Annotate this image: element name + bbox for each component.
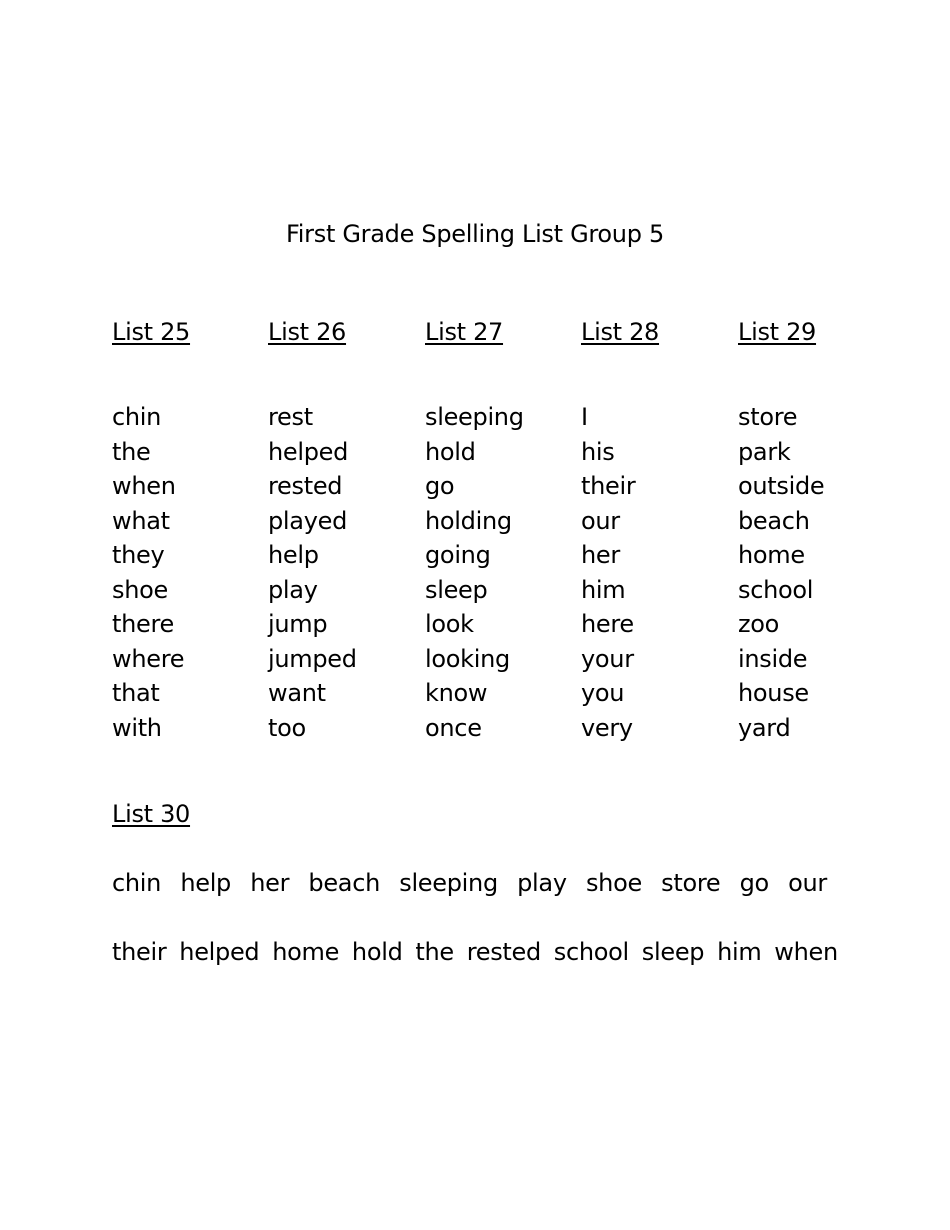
spelling-word: their xyxy=(581,472,636,500)
word-list xyxy=(112,400,262,745)
spelling-word: store xyxy=(738,403,798,431)
spelling-word: where xyxy=(112,644,185,673)
spelling-word: shoe xyxy=(112,575,168,604)
spelling-word: too xyxy=(268,713,306,742)
spelling-word: going xyxy=(425,541,491,569)
spelling-word: holding xyxy=(425,506,512,535)
spelling-word: chin xyxy=(112,403,162,431)
spelling-word: park xyxy=(738,437,791,466)
list-column-29 xyxy=(738,316,888,745)
spelling-word: want xyxy=(268,679,326,707)
spelling-word: hold xyxy=(425,437,476,466)
spelling-word: there xyxy=(112,610,174,638)
spelling-word: that xyxy=(112,679,160,707)
spelling-word: played xyxy=(268,506,348,535)
spelling-word: your xyxy=(581,644,634,673)
spelling-word: yard xyxy=(738,713,791,742)
list-heading: List 29 xyxy=(738,318,817,346)
spelling-word: the xyxy=(112,437,151,466)
spelling-word: know xyxy=(425,679,488,707)
spelling-word: beach xyxy=(738,506,810,535)
spelling-word: school xyxy=(738,575,814,604)
spelling-word: when xyxy=(112,472,176,500)
spelling-word: here xyxy=(581,610,634,638)
list-heading: List 26 xyxy=(268,318,347,346)
review-word: their xyxy=(112,938,167,966)
review-word: play xyxy=(517,869,567,897)
review-word: school xyxy=(553,938,629,966)
spelling-word: jump xyxy=(268,610,328,638)
spelling-word: her xyxy=(581,541,620,569)
review-word: hold xyxy=(351,938,403,966)
spelling-word: our xyxy=(581,506,620,535)
spelling-word: his xyxy=(581,437,615,466)
review-word: go xyxy=(739,869,769,897)
review-word: rested xyxy=(466,938,541,966)
review-word: her xyxy=(250,869,290,897)
word-list xyxy=(738,400,888,745)
word-list xyxy=(425,400,575,745)
spelling-word: house xyxy=(738,679,809,707)
review-word: helped xyxy=(179,938,260,966)
page-title: First Grade Spelling List Group 5 xyxy=(286,220,664,248)
spelling-word: zoo xyxy=(738,610,780,638)
spelling-word: sleep xyxy=(425,575,488,604)
spelling-word: help xyxy=(268,541,319,569)
review-word-row xyxy=(112,936,838,968)
review-word: help xyxy=(180,869,231,897)
list-heading: List 27 xyxy=(425,318,504,346)
spelling-word: outside xyxy=(738,472,825,500)
spelling-word: I xyxy=(581,403,588,431)
list-heading: List 25 xyxy=(112,318,191,346)
spelling-word: what xyxy=(112,506,170,535)
review-word: store xyxy=(661,869,721,897)
review-word: sleeping xyxy=(399,869,498,897)
list-heading: List 28 xyxy=(581,318,660,346)
spelling-word: with xyxy=(112,713,162,742)
review-word: him xyxy=(717,938,762,966)
list-column-25 xyxy=(112,316,262,745)
spelling-word: inside xyxy=(738,644,808,673)
spelling-word: rest xyxy=(268,403,313,431)
spelling-word: jumped xyxy=(268,644,357,673)
review-word-row xyxy=(112,867,827,899)
spelling-word: sleeping xyxy=(425,403,524,431)
list-column-28 xyxy=(581,316,731,745)
spelling-word: very xyxy=(581,713,633,742)
review-word: home xyxy=(272,938,340,966)
spelling-word: him xyxy=(581,575,626,604)
word-list xyxy=(268,400,418,745)
review-word: shoe xyxy=(585,869,642,897)
spelling-word: looking xyxy=(425,644,510,673)
list-column-27 xyxy=(425,316,575,745)
spelling-word: helped xyxy=(268,437,349,466)
spelling-word: home xyxy=(738,541,805,569)
review-word: the xyxy=(415,938,454,966)
spelling-word: play xyxy=(268,575,318,604)
list-column-26 xyxy=(268,316,418,745)
spelling-word: rested xyxy=(268,472,343,500)
review-word: beach xyxy=(308,869,381,897)
spelling-word: look xyxy=(425,610,474,638)
review-word: our xyxy=(788,869,827,897)
review-list-heading: List 30 xyxy=(112,800,191,828)
spelling-word: you xyxy=(581,679,625,707)
review-word: sleep xyxy=(641,938,705,966)
spelling-word: go xyxy=(425,472,455,500)
review-word: chin xyxy=(112,869,162,897)
review-word: when xyxy=(774,938,838,966)
spelling-word: they xyxy=(112,541,165,569)
spelling-word: once xyxy=(425,713,482,742)
word-list xyxy=(581,400,731,745)
